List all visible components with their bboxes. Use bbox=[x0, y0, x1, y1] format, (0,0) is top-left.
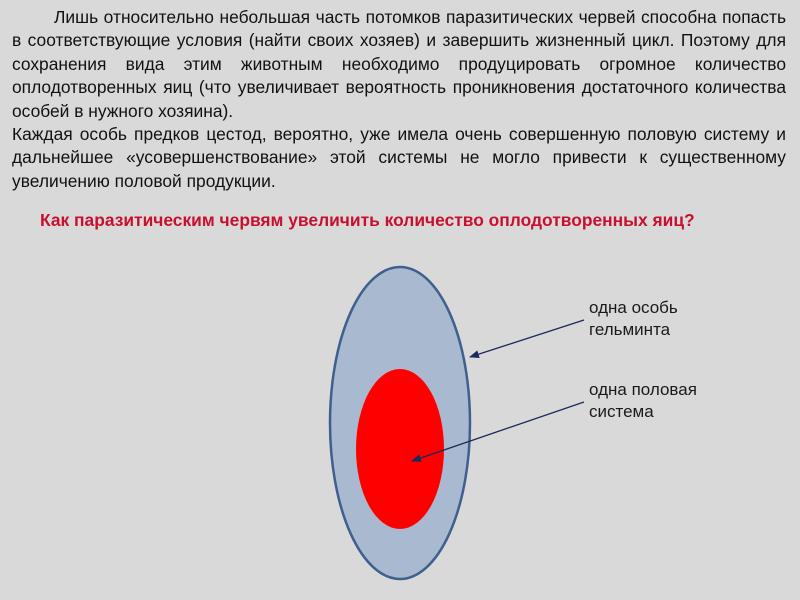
label-one-helminth: одна особь гельминта bbox=[589, 298, 678, 339]
helminth-pointer-arrow bbox=[470, 320, 584, 357]
intro-text bbox=[12, 6, 786, 193]
reproductive-system-ellipse bbox=[356, 369, 444, 529]
paragraph-1: Лишь относительно небольшая часть потомков паразитических червей способна попасть в соответствующие условия (найти своих хозяев) и завершить жизненный цикл. Поэтому для сохранения вида этим животным необходимо продуцировать огромное количество оплодотворенных яиц (что увеличивает вероятность проникновения достаточного количества особей в нужного хозяина). bbox=[12, 7, 786, 121]
paragraph-2: Каждая особь предков цестод, вероятно, уже имела очень совершенную половую систему и дальнейшее «усовершенствование» этой системы не могло привести к существенному увеличению половой продукции. bbox=[12, 124, 786, 191]
question-heading: Как паразитическим червям увеличить количество оплодотворенных яиц? bbox=[40, 210, 695, 230]
helminth-body-ellipse bbox=[330, 267, 470, 579]
label-one-reproductive-system: одна половая система bbox=[589, 380, 697, 421]
reproductive-system-pointer-arrow bbox=[412, 402, 584, 461]
